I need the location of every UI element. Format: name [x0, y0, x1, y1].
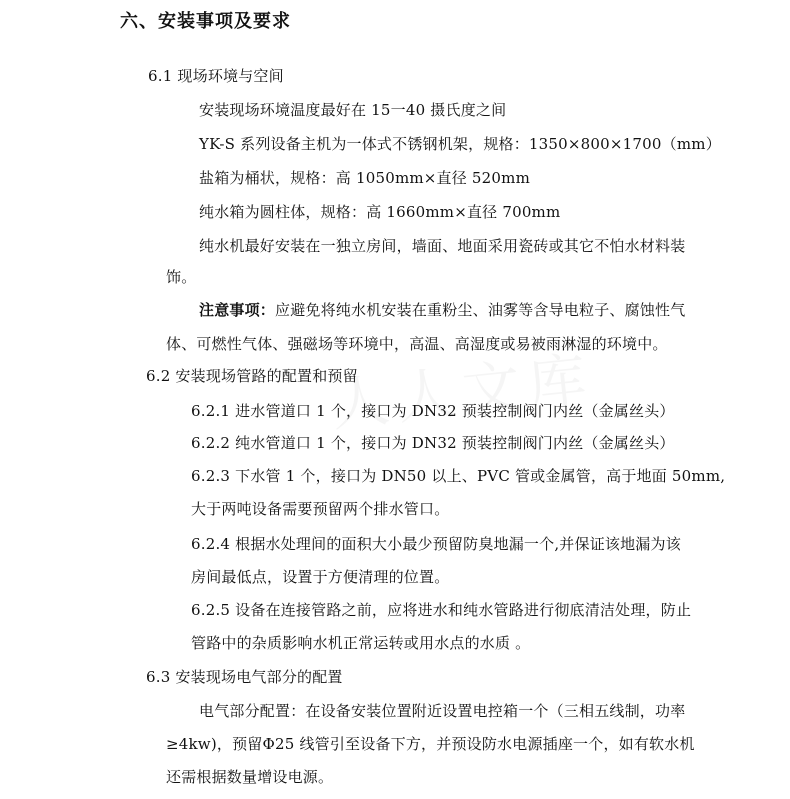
- subsection-title-6-1: 6.1 现场环境与空间: [148, 67, 284, 85]
- item-6-2-4-line1: 6.2.4 根据水处理间的面积大小最少预留防臭地漏一个,并保证该地漏为该: [191, 535, 681, 553]
- paragraph-pure-water-tank: 纯水箱为圆柱体，规格：高 1660mm×直径 700mm: [199, 203, 561, 221]
- subsection-title-6-3: 6.3 安装现场电气部分的配置: [146, 668, 343, 686]
- item-6-2-2: 6.2.2 纯水管道口 1 个，接口为 DN32 预装控制阀门内丝（金属丝头）: [191, 434, 675, 452]
- item-6-2-4-line2: 房间最低点，设置于方便清理的位置。: [191, 568, 450, 586]
- paragraph-host-spec: YK-S 系列设备主机为一体式不锈钢机架，规格：1350×800×1700（mm）: [199, 135, 721, 153]
- item-6-2-1: 6.2.1 进水管道口 1 个，接口为 DN32 预装控制阀门内丝（金属丝头）: [191, 402, 675, 420]
- electrical-line1: 电气部分配置：在设备安装位置附近设置电控箱一个（三相五线制，功率: [199, 702, 686, 720]
- paragraph-room-line1: 纯水机最好安装在一独立房间，墙面、地面采用瓷砖或其它不怕水材料装: [199, 237, 686, 255]
- subsection-title-6-2: 6.2 安装现场管路的配置和预留: [146, 367, 358, 385]
- note-text: 应避免将纯水机安装在重粉尘、油雾等含导电粒子、腐蚀性气: [275, 301, 686, 319]
- paragraph-salt-tank: 盐箱为桶状，规格：高 1050mm×直径 520mm: [199, 169, 531, 187]
- electrical-line2: ≥4kw)，预留Φ25 线管引至设备下方，并预设防水电源插座一个，如有软水机: [166, 735, 695, 753]
- paragraph-room-line2: 饰。: [166, 268, 197, 286]
- paragraph-temperature: 安装现场环境温度最好在 15一40 摄氏度之间: [199, 101, 507, 119]
- electrical-line3: 还需根据数量增设电源。: [166, 768, 334, 786]
- item-6-2-3-line2: 大于两吨设备需要预留两个排水管口。: [191, 500, 450, 518]
- item-6-2-5-line2: 管路中的杂质影响水机正常运转或用水点的水质 。: [191, 634, 531, 652]
- note-line2: 体、可燃性气体、强磁场等环境中，高温、高湿度或易被雨淋湿的环境中。: [166, 335, 668, 353]
- note-line1: [199, 300, 685, 320]
- item-6-2-3-line1: 6.2.3 下水管 1 个，接口为 DN50 以上、PVC 管或金属管，高于地面 50mm,: [191, 467, 726, 485]
- note-label: 注意事项：: [199, 301, 276, 319]
- section-heading: 六、安装事项及要求: [120, 11, 291, 32]
- item-6-2-5-line1: 6.2.5 设备在连接管路之前，应将进水和纯水管路进行彻底清洁处理，防止: [191, 601, 692, 619]
